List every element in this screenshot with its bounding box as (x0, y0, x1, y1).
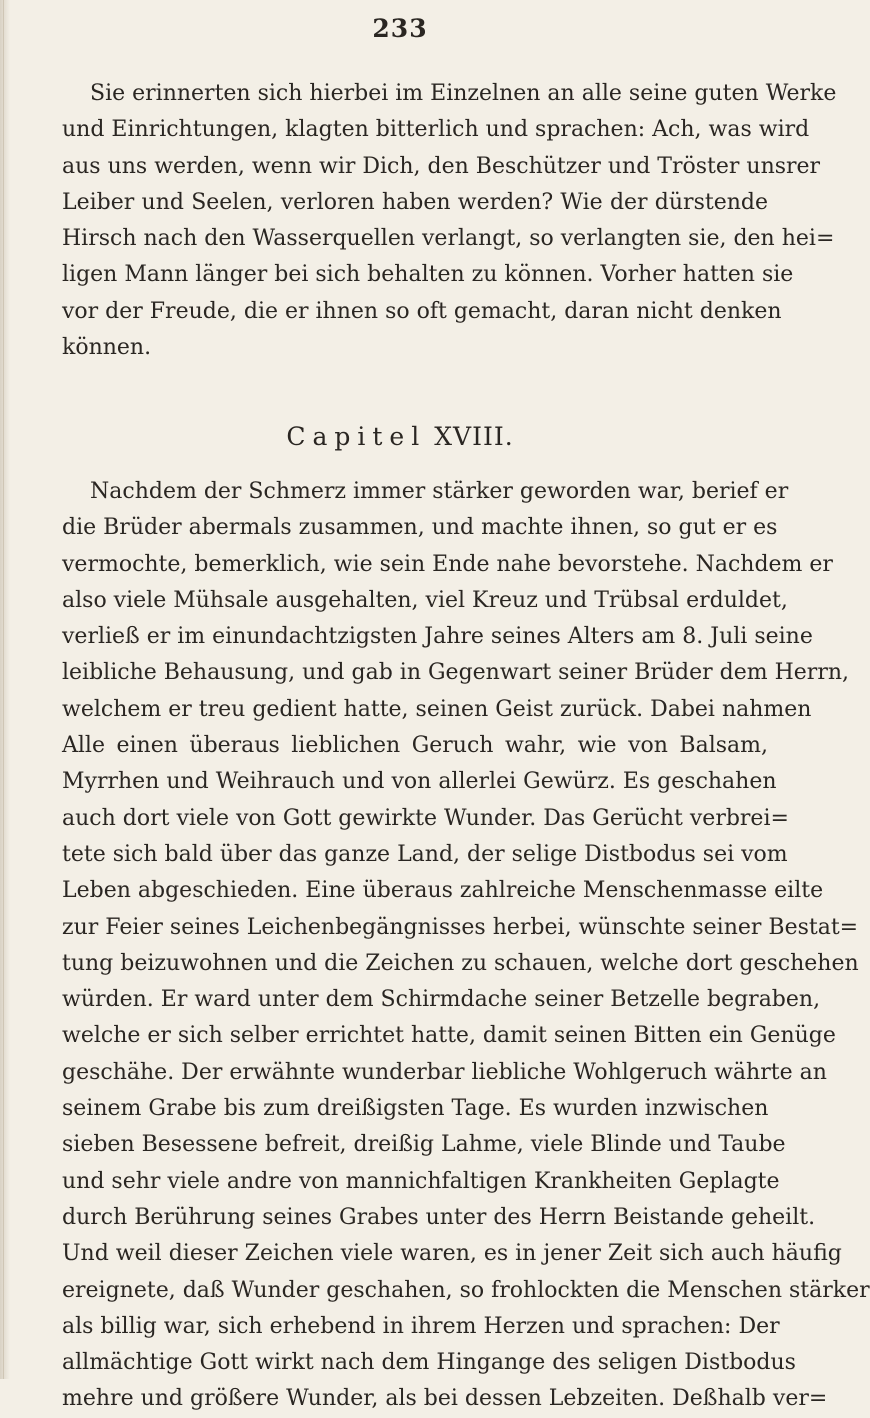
text-line: Alle einen überaus lieblichen Geruch wahr, wie von Balsam, (62, 733, 768, 759)
paragraph-1 (62, 76, 837, 366)
text-line: welche er sich selber errichtet hatte, damit seinen Bitten ein Genüge (62, 1023, 836, 1049)
text-line: Nachdem der Schmerz immer stärker geworden war, berief er (90, 479, 789, 504)
chapter-word: Capitel (286, 422, 427, 451)
text-line: tung beizuwohnen und die Zeichen zu schauen, welche dort geschehen (62, 950, 859, 976)
text-line: vor der Freude, die er ihnen so oft gemacht, daran nicht denken (62, 298, 782, 324)
text-line: seinem Grabe bis zum dreißigsten Tage. Es wurden inzwischen (62, 1096, 769, 1122)
text-line: sieben Besessene befreit, dreißig Lahme, viele Blinde und Taube (62, 1132, 786, 1158)
text-line: und Einrichtungen, klagten bitterlich und sprachen: Ach, was wird (62, 117, 810, 143)
text-line: aus uns werden, wenn wir Dich, den Beschützer und Tröster unsrer (62, 153, 821, 179)
text-line: leibliche Behausung, und gab in Gegenwart seiner Brüder dem Herrn, (62, 660, 850, 686)
text-line: auch dort viele von Gott gewirkte Wunder. Das Gerücht verbrei= (62, 805, 789, 831)
text-line: ligen Mann länger bei sich behalten zu können. Vorher hatten sie (62, 262, 794, 288)
text-line: Sie erinnerten sich hierbei im Einzelnen an alle seine guten Werke (90, 81, 837, 106)
chapter-number: XVIII. (434, 422, 514, 451)
page-gutter-line (3, 0, 4, 1379)
text-line: Myrrhen und Weihrauch und von allerlei Gewürz. Es geschahen (62, 769, 777, 795)
text-line: Hirsch nach den Wasserquellen verlangt, so verlangten sie, den hei= (62, 226, 835, 252)
text-line: geschähe. Der erwähnte wunderbar liebliche Wohlgeruch währte an (62, 1059, 827, 1085)
text-line: durch Berührung seines Grabes unter des Herrn Beistande geheilt. (62, 1204, 816, 1230)
page-gutter-shadow (0, 0, 10, 1379)
text-line: Leiber und Seelen, verloren haben werden? Wie der dürstende (62, 189, 768, 215)
text-line: tete sich bald über das ganze Land, der selige Distbodus sei vom (62, 841, 788, 867)
text-line: zur Feier seines Leichenbegängnisses herbei, wünschte seiner Bestat= (62, 914, 859, 940)
paragraph-2 (62, 474, 870, 1418)
text-line: und sehr viele andre von mannichfaltigen Krankheiten Geplagte (62, 1168, 780, 1194)
text-line: mehre und größere Wunder, als bei dessen Lebzeiten. Deßhalb ver= (62, 1386, 828, 1412)
text-line: also viele Mühsale ausgehalten, viel Kreuz und Trübsal erduldet, (62, 587, 788, 613)
text-line: als billig war, sich erhebend in ihrem Herzen und sprachen: Der (62, 1313, 780, 1339)
text-line: allmächtige Gott wirkt nach dem Hingange des seligen Distbodus (62, 1350, 796, 1376)
text-line: können. (62, 335, 152, 361)
text-line: ereignete, daß Wunder geschahen, so frohlockten die Menschen stärker (62, 1277, 870, 1303)
page-number: 233 (372, 14, 428, 43)
text-line: vermochte, bemerklich, wie sein Ende nahe bevorstehe. Nachdem er (62, 551, 833, 577)
text-line: Und weil dieser Zeichen viele waren, es in jener Zeit sich auch häufig (62, 1241, 842, 1267)
text-line: Leben abgeschieden. Eine überaus zahlreiche Menschenmasse eilte (62, 878, 824, 904)
chapter-heading (0, 422, 800, 451)
text-line: verließ er im einundachtzigsten Jahre seines Alters am 8. Juli seine (62, 624, 813, 650)
text-line: welchem er treu gedient hatte, seinen Geist zurück. Dabei nahmen (62, 696, 812, 722)
text-line: die Brüder abermals zusammen, und machte ihnen, so gut er es (62, 515, 778, 541)
text-line: würden. Er ward unter dem Schirmdache seiner Betzelle begraben, (62, 987, 821, 1013)
